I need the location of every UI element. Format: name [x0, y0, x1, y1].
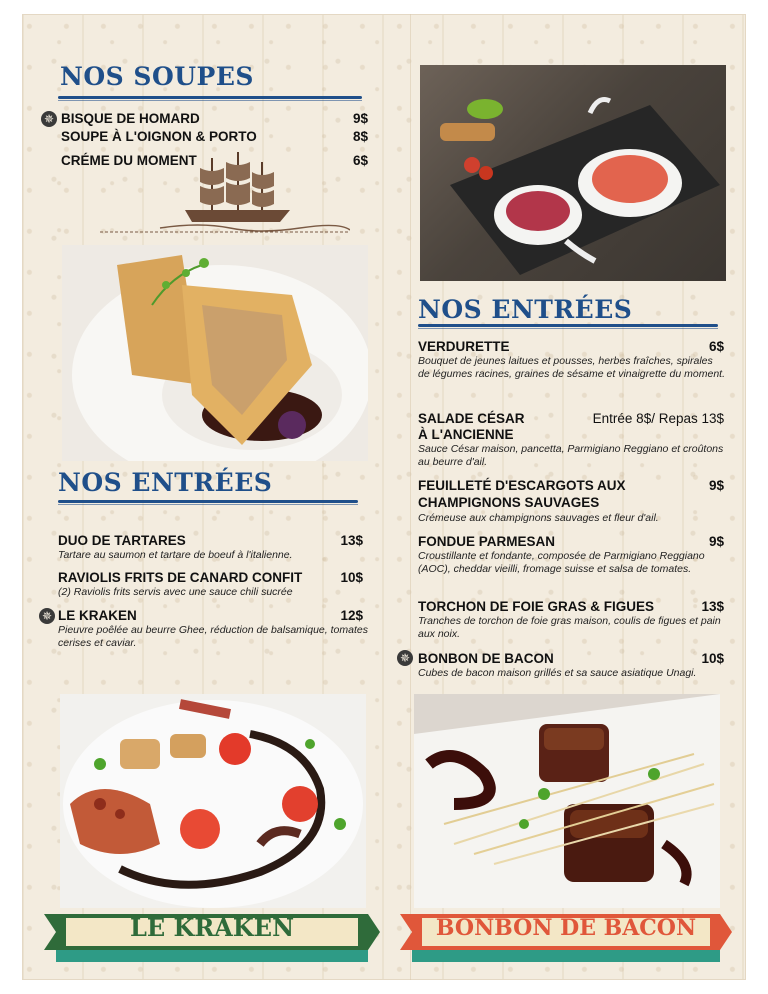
entrees-left-title-rule: [58, 500, 358, 503]
entree-item-price: 12$: [340, 608, 363, 623]
entree-item-name-line2: À L'ANCIENNE: [418, 427, 514, 442]
photo-bonbon-de-bacon: [414, 694, 720, 908]
entrees-right-title: NOS ENTRÉES: [418, 295, 633, 324]
entree-item-name-line2: CHAMPIGNONS SAUVAGES: [418, 495, 600, 510]
banner-bacon: BONBON DE BACON: [435, 915, 697, 941]
entree-item-desc: Pieuvre poêlée au beurre Ghee, réduction de balsamique, tomates cerises et caviar.: [58, 624, 368, 649]
banner-kraken: LE KRAKEN: [129, 913, 295, 942]
entrees-right-title-rule: [418, 324, 718, 327]
entree-item-name: LE KRAKEN: [58, 608, 137, 623]
entree-item-price: 10$: [701, 651, 724, 666]
entree-item-name: SALADE CÉSAR: [418, 411, 525, 426]
entree-item-price: 10$: [340, 570, 363, 585]
entree-item-name: TORCHON DE FOIE GRAS & FIGUES: [418, 599, 655, 614]
entree-item-desc: Tranches de torchon de foie gras maison, coulis de figues et pain aux noix.: [418, 615, 721, 640]
entree-item-name: BONBON DE BACON: [418, 651, 554, 666]
entree-item-desc: (2) Raviolis frits servis avec une sauce chili sucrée: [58, 586, 293, 598]
entree-item-name: FONDUE PARMESAN: [418, 534, 556, 549]
soupes-title-rule: [58, 96, 362, 99]
star-icon: ✵: [397, 650, 413, 666]
entree-item-price: 9$: [708, 478, 724, 493]
entree-item-desc: Bouquet de jeunes laitues et pousses, herbes fraîches, spirales de légumes racines, graines de sésame et vinaigrette du moment.: [418, 355, 725, 380]
soupe-item-price: 8$: [352, 129, 368, 144]
soupe-item-name: BISQUE DE HOMARD: [61, 111, 200, 126]
entree-item-name: FEUILLETÉ D'ESCARGOTS AUX: [418, 478, 626, 493]
entree-item-name: VERDURETTE: [418, 339, 510, 354]
entree-item-price: 6$: [708, 339, 724, 354]
entree-item-price: 13$: [340, 533, 363, 548]
photo-le-kraken: [60, 694, 366, 908]
entree-item-desc: Cubes de bacon maison grillés et sa sauce asiatique Unagi.: [418, 667, 697, 679]
soupe-item-price: 6$: [352, 153, 368, 168]
soupe-item-price: 9$: [352, 111, 368, 126]
soupe-item-name: CRÉME DU MOMENT: [61, 153, 197, 168]
entree-item-name: DUO DE TARTARES: [58, 533, 186, 548]
star-icon: ✵: [41, 111, 57, 127]
photo-raviolis: [62, 245, 368, 461]
ship-illustration: [100, 148, 350, 238]
soupe-item-name: SOUPE À L'OIGNON & PORTO: [61, 129, 257, 144]
entree-item-desc: Sauce César maison, pancetta, Parmigiano Reggiano et croûtons au beurre d'ail.: [418, 443, 724, 468]
entree-item-desc: Crémeuse aux champignons sauvages et fleur d'ail.: [418, 512, 659, 524]
entree-item-price: 9$: [708, 534, 724, 549]
entree-item-desc: Croustillante et fondante, composée de Parmigiano Reggiano (AOC), cheddar vieilli, fromage suisse et salsa de tomates.: [418, 550, 705, 575]
entree-item-desc: Tartare au saumon et tartare de boeuf à l'italienne.: [58, 549, 293, 561]
entree-item-price: 13$: [701, 599, 724, 614]
photo-duo-tartares: [420, 65, 726, 281]
entree-item-price: Entrée 8$/ Repas 13$: [592, 411, 724, 426]
star-icon: ✵: [39, 608, 55, 624]
entrees-left-title: NOS ENTRÉES: [58, 468, 273, 497]
soupes-title: NOS SOUPES: [60, 62, 254, 91]
entree-item-name: RAVIOLIS FRITS DE CANARD CONFIT: [58, 570, 303, 585]
